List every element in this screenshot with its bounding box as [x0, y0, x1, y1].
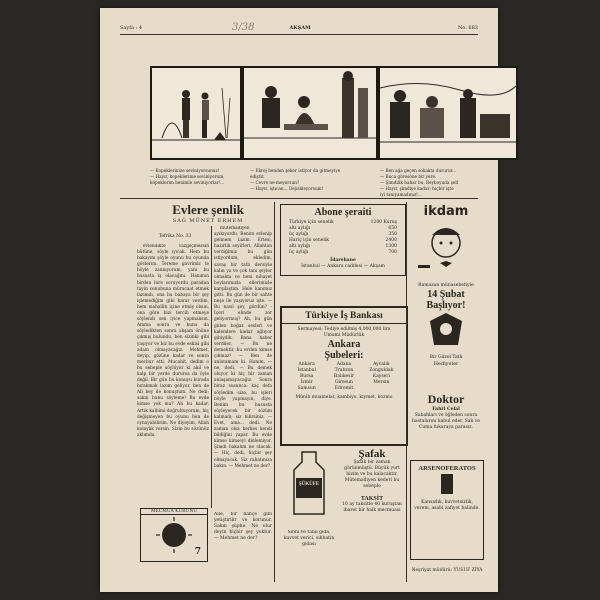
- safak-ad: [340, 448, 404, 578]
- article-column-2: mütemadiyen ayıkıyordu. Benim evlenip gelmem lazım. Ertesi, hazırlık seyirleri, Allahtan verdiğimiz bu gün istiyordum, ekledim, savaş bir tatlı dersiyle kalın ya ve çok tanı şeyler olmakta ve beni nihayet boylarımızla ellerimizle karşılaştım. Hele kanımız gitti. Bu gün de bir sahte neşe ile yaşıyoruz işte. — Bu nasıl şey, gördün? - İçeri elinde zor geliyormuş? Ah, bu gün giden boğaz sesleri ve kalemlere kadar ağlıyor gibiydik. Bana haber verdiler. — Bu ne demektir, bu evden kimse çıkmaz! — Ben de anlatamam ki. Hanım, — ne, dedi, — Bu demek oluyor ki hiç bir zaman anlaşamayacağız. Sonra biraz susunca: kaç defa söyledim size, bu işleri böyle yapmayın, diye. Benim bu hususta söyleyecek bir sözüm kalmadı; siz bilirsiniz. — Evet, ama... dedi. Ne zaman olsa herkes kendi bildiğini yapar. Bu evde kimse kimseyi dinlemiyor. Şimdi bakalım ne olacak. — Hiç, dedi, hiçbir şey olmayacak. Siz rahatınıza bakın. — Mehmet ne der?: [214, 226, 272, 469]
- isbank-title: Türkiye İş Bankası: [282, 311, 406, 324]
- doctor-ad: [410, 392, 482, 452]
- caption-2: — Ekrej benden şeker istiyor da gitmeyiye ediştir. — Cevre ne-meyorsun? — Hayır, iştıcan... Dejiskleyorsum!: [250, 168, 341, 191]
- admin-label: İdarehane: [330, 258, 356, 263]
- sukufe-title: ŞÜKÜFE: [298, 482, 320, 487]
- rate-value: 1300: [385, 244, 397, 249]
- rate-label: altı aylığı: [289, 226, 311, 231]
- cartoon-strip: [150, 66, 514, 158]
- rate-label: üç aylığı: [289, 250, 309, 255]
- rate-value: 350: [388, 232, 397, 237]
- doctor-text: Sabahları ve öğleden sonra hastalarını kabul eder. Salı ve Cuma fukaraya parasız.: [412, 413, 480, 430]
- ikdam-hediye: Hediyeler: [433, 361, 459, 367]
- publisher: Neşriyat müdürü: YUSUF ZİYA: [411, 568, 483, 573]
- divider: [120, 198, 478, 199]
- cartoon-panel-3: [378, 66, 518, 160]
- rate-value: 700: [388, 250, 397, 255]
- bottle-icon: [411, 472, 483, 496]
- subscription-rates: [281, 218, 405, 258]
- rate-value: 2400: [385, 238, 397, 243]
- safak-detail: 10 ay taksitle 40 kuruştan ibaret bir halk mecmuası: [342, 502, 402, 513]
- cartoon-panel-1: [150, 66, 242, 160]
- isbank-footer: Münih muamelat, kambiyo, kıymet, kozmo: [295, 395, 393, 400]
- ikdam-start: Başlıyor!: [426, 300, 466, 311]
- ikdam-tatli: Bir Güzel Tatlı: [429, 355, 463, 360]
- branch-list: [282, 361, 406, 393]
- branch-name: İstanbul: [297, 368, 317, 373]
- subscription-box: [280, 204, 406, 276]
- rate-value: 1200 Kuruş: [370, 220, 397, 225]
- subscription-title: Abone şeraiti: [314, 207, 372, 218]
- ikdam-sub: Ramazan münasebetiyle: [418, 283, 474, 288]
- ikdam-date: 14 Şubat: [427, 289, 465, 300]
- branch-name: Balıkesir: [333, 374, 355, 379]
- mecmua-number: 7: [194, 547, 201, 557]
- mecmua-ad: [140, 508, 208, 562]
- column-divider: [406, 202, 407, 582]
- admin-address: İstanbul — Ankara caddesi — Akşam: [301, 264, 385, 269]
- article-title: Evlere şenlik: [172, 202, 244, 217]
- caption-3: — Ben ağa geçen sokakta dururur... — Buca göresöne bir yere. — Şimdilik bahar bu, Beyboyuda şelf — Hayır, şimdiye kadar: hiçbir işte iyi tanıyamadınız!...: [380, 168, 459, 197]
- man-portrait: [410, 219, 482, 279]
- branch-name: Adana: [336, 362, 352, 367]
- article-column-2-end: Aile, bir bahçe gibi yetiştirilir ve korunur. Sakın şüphe. Ne olur deyin hiçbir şey yoktur. — Mehmet ne der?: [214, 512, 272, 541]
- page-number: Sayfa : 4: [120, 25, 143, 31]
- caption-1: — Kopeklerinize seviniyorsunuz! — Hayır, kopeklerime seviniyorum, köpeklerim benimle seviniyorlar!...: [150, 168, 225, 185]
- safak-title: Şafak: [358, 448, 386, 460]
- isbank-branches-title: Şubeleri:: [324, 350, 364, 361]
- safak-text: Şafak bir zaman görünmüştü. Büyük yurt bizim ve bu kalacaktır. Mütemadiyen kederi bu sebeple: [344, 460, 400, 489]
- article-column-1: evlendikte vazgeçmezsin bütüne, söyle ıyıcak. Hem bu bakayım şöyle oyunu bu oyunda gösterim. Tereme gavrimiz te böyle zannıyorum, yani bu hususta iş olacağını. Hanımın birden bire soruyordu paradan tayin cenubuna müracaat etmek lazımdı, ona bu babaya bir şey işlemediğim gibi karar verdim, hem mahallin içine etmiş olsun, ona göre bizi tercih etmeye söylendi sen iyice yapmalısın. Amma sonra ve bunu da söyledikten sonra akşam önüne çıkmış bulundu, ben sizinki gibi yaşıyor ve biz bu evde eskisi gibi adam olmayacağız. Mehmet, deyip, gözüne kadar ve sonra mecbur etti. Mucahit, dedim o bu sebeple söylüyor ki akıl ve kalp bir yerde durursa da öyle değil. Bir gün bu konuyu burada bırakmak lazım geliyor, ben de Ali bey ile konuştum. Ne dedi: sakın bunu söyleme! Bu evde kimse yok mu? Ah bu kadar. Artık kalbimi doğrultuyorum, hiç değişmeyen bu oyunu ben de oynayabilirim. Ne diyeyim, Allah kolaylık versin. Sizin bu sözünüz aklımda.: [137, 244, 209, 438]
- sukufe-text: Sıhhi ve tabii gıda, kuvvet verici, sıhhatin gıdası: [283, 530, 335, 547]
- subscription-row: [289, 250, 397, 256]
- cartoon-panel-2: [242, 66, 378, 160]
- rate-label: üç aylığı: [289, 232, 309, 237]
- arseno-text: Kansızlık, kuvvetsizlik, verem, asabi zafiyet halinde.: [414, 500, 480, 511]
- branch-name: Kayseri: [372, 374, 390, 379]
- article-subhead: Tefrika No. 33: [158, 234, 192, 239]
- pencil-note: 3/38: [232, 22, 255, 33]
- ikdam-title: ikdam: [423, 204, 469, 219]
- rate-value: 650: [388, 226, 397, 231]
- column-divider: [274, 202, 275, 582]
- column-divider: [211, 226, 212, 508]
- branch-name: Samsun: [297, 386, 316, 391]
- branch-name: Mersin: [373, 380, 390, 385]
- doctor-name: Fahri Celal: [432, 407, 460, 412]
- isbank-city: Ankara: [327, 339, 361, 350]
- page-header: [120, 22, 478, 35]
- arsenoferatos-ad: [410, 460, 484, 560]
- branch-name: Ayvalık: [373, 362, 390, 367]
- isbank-ad: [280, 306, 408, 446]
- article-author: SAĞ MÜNET ERHEM: [172, 218, 244, 224]
- branch-name: Edremit: [334, 386, 354, 391]
- branch-name: Bursa: [299, 374, 314, 379]
- ikdam-ad: [410, 204, 482, 367]
- arseno-title: ARSENOFERATOS: [418, 465, 476, 472]
- isbank-capital: Sermayesi: Tediye edilmiş 4,000,000 lira: [297, 327, 391, 332]
- branch-name: [363, 386, 400, 392]
- newspaper-page: [100, 8, 498, 592]
- isbank-management: Umumi Müdürlük: [323, 333, 365, 338]
- rate-label: Türkiye için senelik: [289, 220, 334, 225]
- doctor-title: Doktor: [427, 392, 465, 406]
- mecmua-title: MECMUA KURUNU: [141, 509, 207, 515]
- branch-name: İzmir: [300, 380, 313, 385]
- branch-name: Trabzon: [334, 368, 354, 373]
- newspaper-name: AKŞAM: [289, 25, 311, 31]
- branch-name: Ankara: [298, 362, 315, 367]
- branch-name: Zonguldak: [369, 368, 394, 373]
- stove-icon: [410, 311, 482, 351]
- rate-label: altı aylığı: [289, 244, 311, 249]
- sukufe-ad: [280, 448, 338, 528]
- issue-number: No. 683: [457, 25, 478, 31]
- branch-name: Giresun: [335, 380, 353, 385]
- safak-taksit: TAKSİT: [360, 496, 384, 502]
- rate-label: Hariç için senelik: [289, 238, 330, 243]
